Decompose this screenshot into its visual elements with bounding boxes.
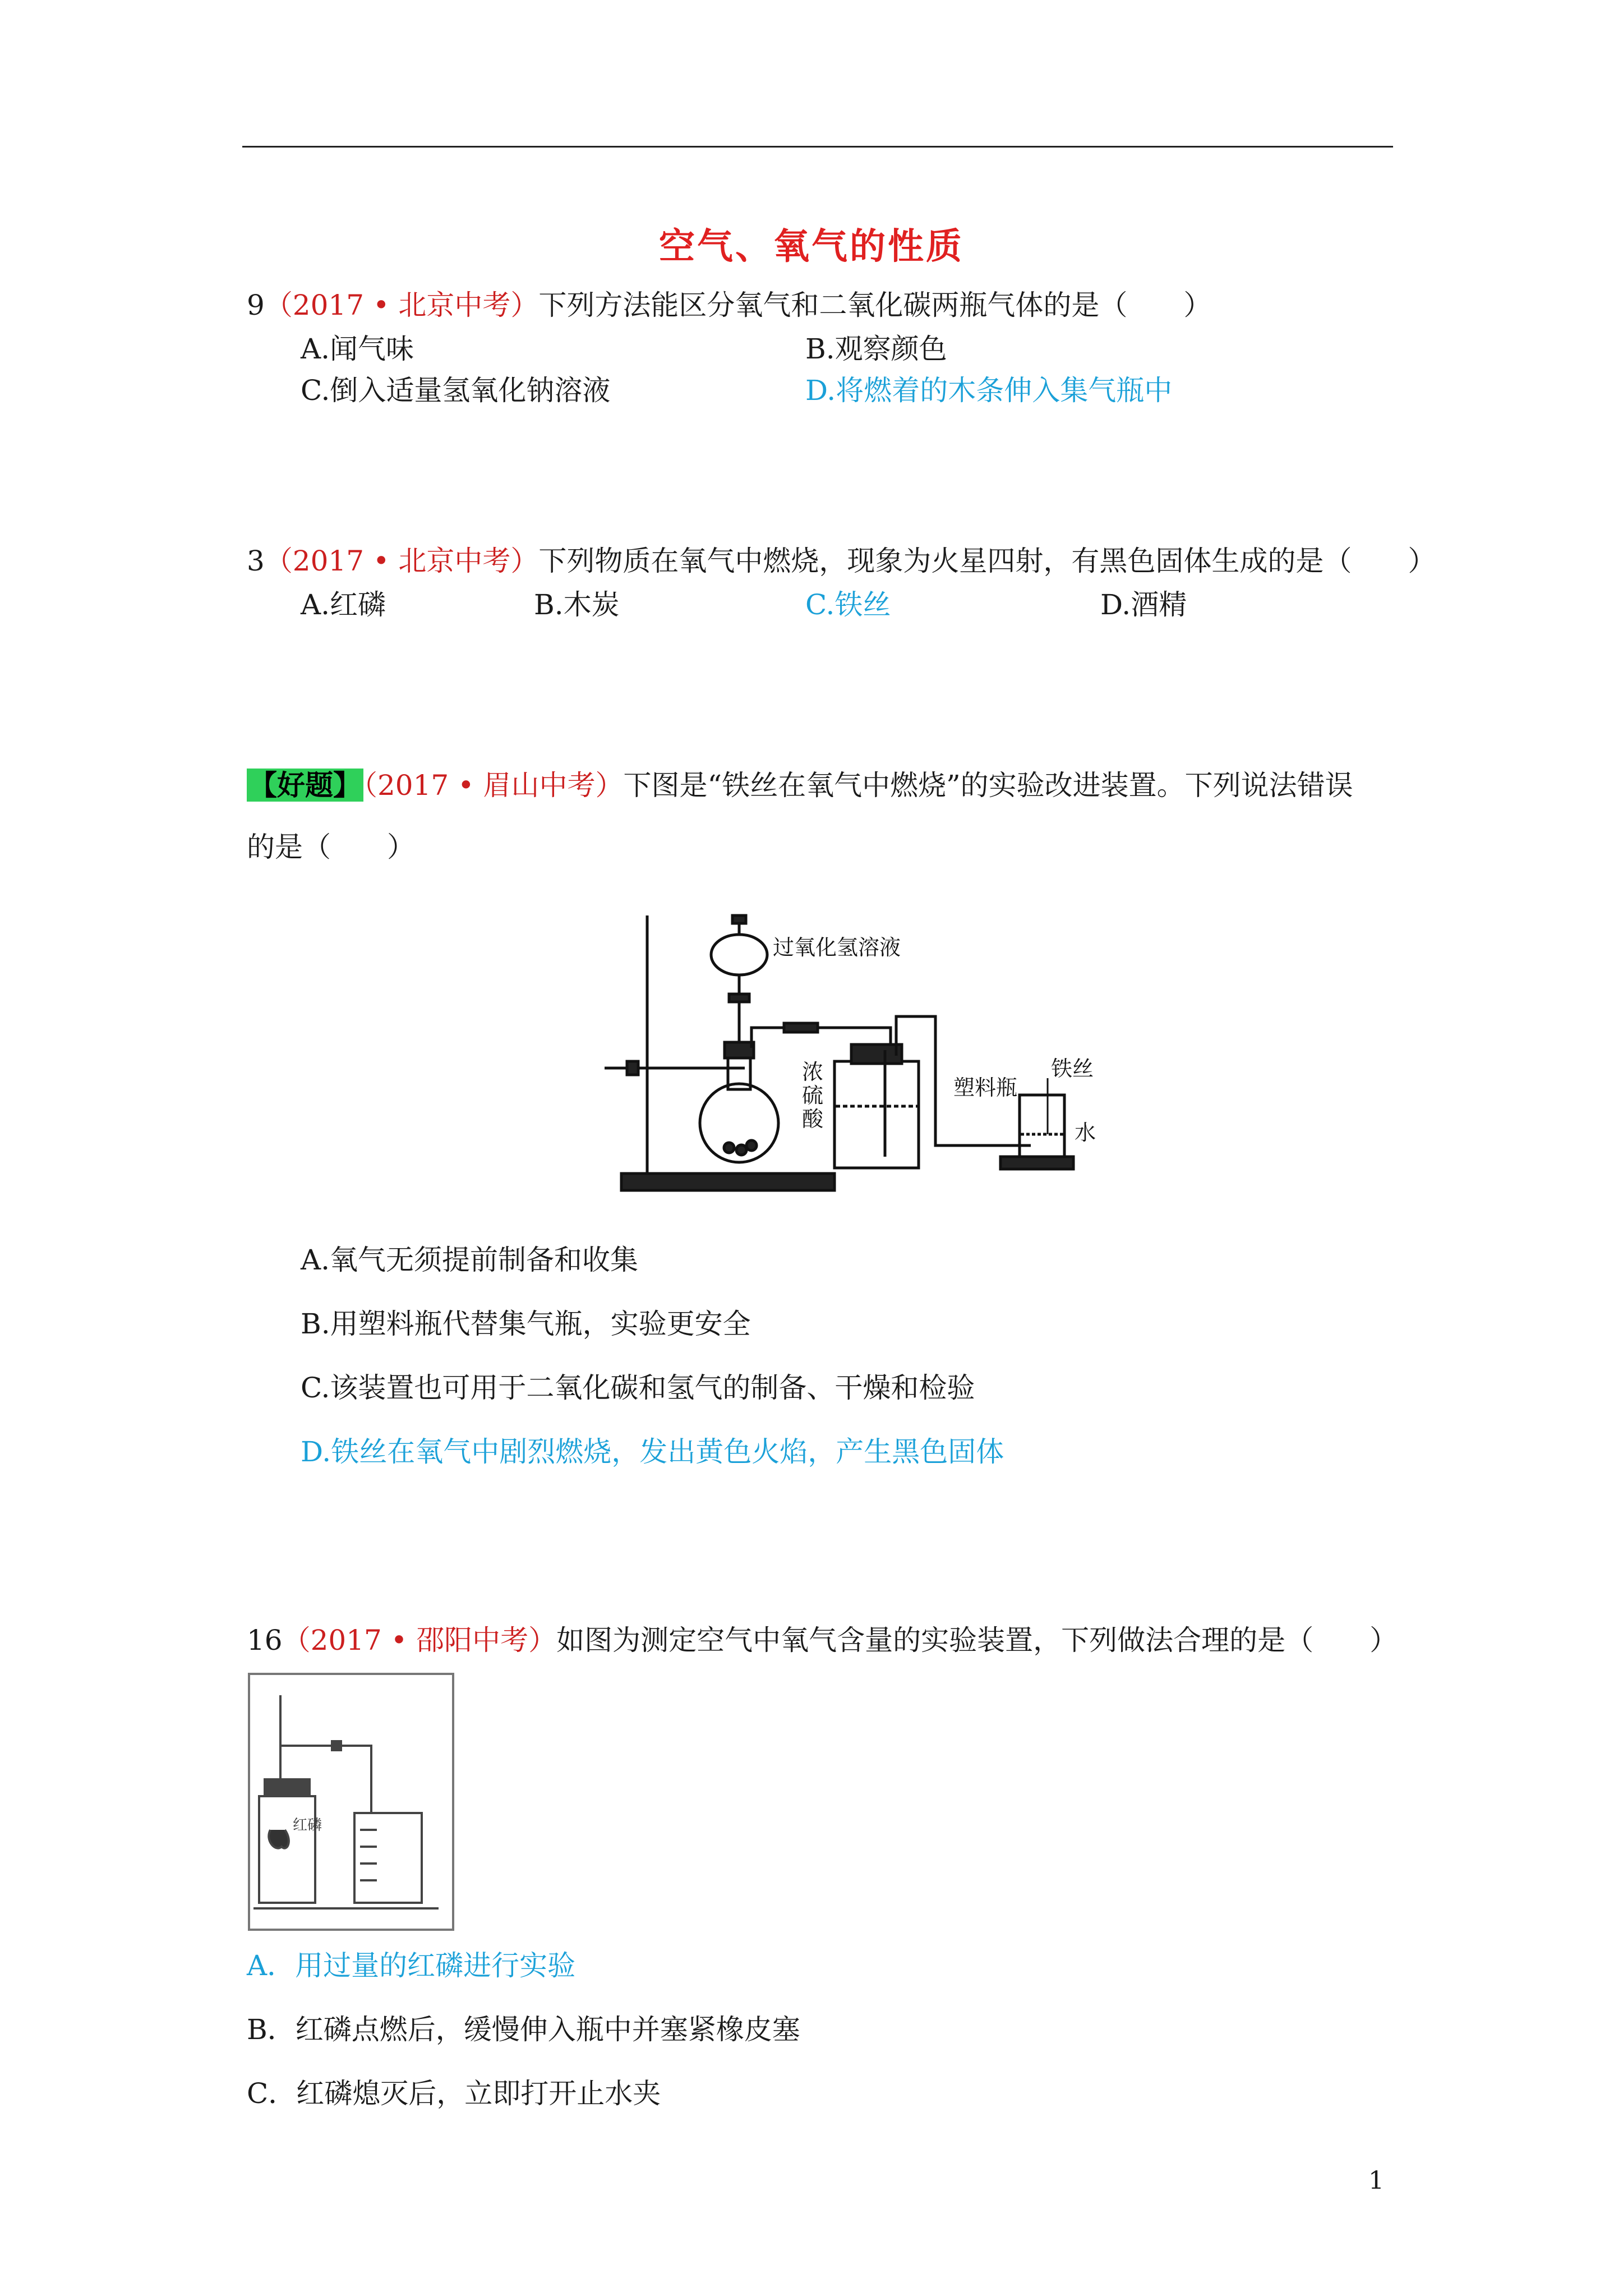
plastic-bottle xyxy=(1020,1095,1064,1157)
q16-number: 16 xyxy=(247,1624,283,1657)
oxygen-content-apparatus-figure xyxy=(248,1673,454,1931)
q16-option-b: B．红磷点燃后，缓慢伸入瓶中并塞紧橡皮塞 xyxy=(247,2013,800,2046)
acid-bottle xyxy=(834,1061,919,1168)
qhao-stem-line2: 的是（ ） xyxy=(247,831,415,863)
q9-stem: 下列方法能区分氧气和二氧化碳两瓶气体的是（ ） xyxy=(538,289,1212,321)
label-water: 水 xyxy=(1075,1120,1096,1145)
qhao-option-d-answer: D.铁丝在氧气中剧烈燃烧，发出黄色火焰，产生黑色固体 xyxy=(301,1435,1004,1468)
qhao-option-a: A.氧气无须提前制备和收集 xyxy=(301,1244,639,1276)
label-acid-2: 硫 xyxy=(802,1083,824,1108)
q9-source: （2017 • 北京中考） xyxy=(264,289,539,321)
q9-option-a: A.闻气味 xyxy=(301,333,414,365)
q9-option-b: B.观察颜色 xyxy=(805,333,947,365)
label-acid-1: 浓 xyxy=(802,1060,824,1084)
beaker xyxy=(354,1813,422,1903)
q3-option-a: A.红磷 xyxy=(301,588,386,621)
page-title: 空气、氧气的性质 xyxy=(659,226,964,268)
rubber-stopper xyxy=(265,1779,310,1796)
q3-option-c-answer: C.铁丝 xyxy=(805,588,891,621)
q3-source: （2017 • 北京中考） xyxy=(264,545,539,577)
plastic-bottle-base xyxy=(1000,1157,1073,1169)
label-red-phosphorus: 红磷 xyxy=(293,1817,322,1834)
q16-option-a-answer: A．用过量的红磷进行实验 xyxy=(247,1949,576,1982)
gas-bottle xyxy=(259,1796,315,1903)
stand-base xyxy=(621,1174,834,1190)
label-acid-3: 酸 xyxy=(802,1107,824,1131)
q16-option-c: C．红磷熄灭后，立即打开止水夹 xyxy=(247,2077,661,2110)
q3-stem-line xyxy=(247,543,1436,579)
q16-stem: 如图为测定空气中氧气含量的实验装置，下列做法合理的是（ ） xyxy=(556,1624,1398,1657)
header-rule xyxy=(242,146,1393,148)
label-plastic-bottle: 塑料瓶 xyxy=(953,1075,1018,1100)
q16-source: （2017 • 邵阳中考） xyxy=(282,1624,557,1657)
q16-stem-line xyxy=(247,1622,1398,1658)
qhao-source: （2017 • 眉山中考） xyxy=(363,769,624,802)
q9-number: 9 xyxy=(247,289,265,321)
label-h2o2: 过氧化氢溶液 xyxy=(773,935,901,960)
q3-option-b: B.木炭 xyxy=(534,588,620,621)
q9-option-c: C.倒入适量氢氧化钠溶液 xyxy=(301,374,611,407)
qhao-option-c: C.该装置也可用于二氧化碳和氢气的制备、干燥和检验 xyxy=(301,1372,975,1404)
q3-stem: 下列物质在氧气中燃烧，现象为火星四射，有黑色固体生成的是（ ） xyxy=(538,545,1436,577)
label-iron-wire: 铁丝 xyxy=(1051,1056,1094,1081)
qhao-option-b: B.用塑料瓶代替集气瓶，实验更安全 xyxy=(301,1308,751,1340)
qhao-stem-1: 下图是“铁丝在氧气中燃烧”的实验改进装置。下列说法错误 xyxy=(623,769,1353,802)
q3-option-d: D.酒精 xyxy=(1100,588,1187,621)
funnel-bulb xyxy=(711,935,767,975)
q3-number: 3 xyxy=(247,545,265,577)
q9-option-d-answer: D.将燃着的木条伸入集气瓶中 xyxy=(805,374,1173,407)
qhao-stem-line1 xyxy=(247,767,1353,803)
good-question-tag: 【好题】 xyxy=(247,769,363,802)
page-number: 1 xyxy=(1368,2166,1384,2195)
q9-stem-line xyxy=(247,287,1211,323)
iron-wire-apparatus-figure xyxy=(605,910,1109,1202)
